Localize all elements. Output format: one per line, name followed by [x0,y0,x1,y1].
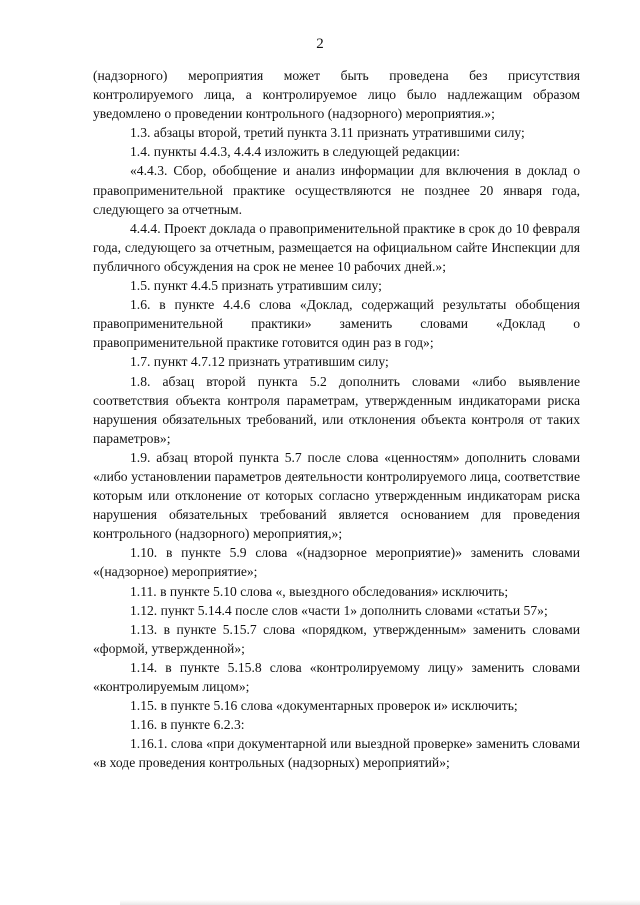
paragraph-4-4-4: 4.4.4. Проект доклада о правоприменительной практике в срок до 10 февраля года, следующего за отчетным, размещается на официальном сайте Инспекции для публичного обсуждения на срок не менее 10 рабочих дней.»; [93,220,580,274]
paragraph-1-9: 1.9. абзац второй пункта 5.7 после слова «ценностям» дополнить словами «либо установлении параметров деятельности контролируемого лица, соответствие которым или отклонение от которых согласно утвержденным индикаторам риска нарушения обязательных требований является основанием для проведения контрольного (надзорного) мероприятия,»; [93,449,580,542]
document-body [93,66,580,772]
paragraph-1-16: 1.16. в пункте 6.2.3: [130,717,245,733]
page-number: 2 [316,36,324,52]
paragraph-1-4: 1.4. пункты 4.4.3, 4.4.4 изложить в следующей редакции: [130,144,461,160]
paragraph-1-11: 1.11. в пункте 5.10 слова «, выездного обследования» исключить; [130,583,509,599]
paragraph-1-5: 1.5. пункт 4.4.5 признать утратившим силу; [130,278,382,294]
paragraph-1-8: 1.8. абзац второй пункта 5.2 дополнить словами «либо выявление соответствия объекта контроля параметрам, утвержденным индикаторами риска нарушения обязательных требований, или отклонения объекта контроля от таких параметров»; [93,373,580,446]
paragraph-1-14: 1.14. в пункте 5.15.8 слова «контролируемому лицу» заменить словами «контролируемым лицом»; [93,659,580,694]
paragraph-1-10: 1.10. в пункте 5.9 слова «(надзорное мероприятие)» заменить словами «(надзорное) мероприятие»; [93,545,580,580]
paragraph-4-4-3: «4.4.3. Сбор, обобщение и анализ информации для включения в доклад о правоприменительной практике осуществляются не позднее 20 января года, следующего за отчетным. [93,163,580,217]
paragraph-1-6: 1.6. в пункте 4.4.6 слова «Доклад, содержащий результаты обобщения правоприменительной практики» заменить словами «Доклад о правоприменительной практике готовится один раз в год»; [93,297,580,351]
paragraph-1-15: 1.15. в пункте 5.16 слова «документарных проверок и» исключить; [130,698,518,714]
paragraph-1-13: 1.13. в пункте 5.15.7 слова «порядком, утвержденным» заменить словами «формой, утвержденной»; [93,621,580,656]
paragraph-1-3: 1.3. абзацы второй, третий пункта 3.11 признать утратившими силу; [130,125,525,141]
paragraph-1-16-1: 1.16.1. слова «при документарной или выездной проверке» заменить словами «в ходе проведения контрольных (надзорных) мероприятий»; [93,736,580,771]
paragraph-1-7: 1.7. пункт 4.7.12 признать утратившим силу; [130,354,389,370]
paragraph-continuation: (надзорного) мероприятия может быть проведена без присутствия контролируемого лица, а контролируемое лицо было надлежащим образом уведомлено о проведении контрольного (надзорного) мероприятия.»; [93,68,580,122]
paragraph-1-12: 1.12. пункт 5.14.4 после слов «части 1» дополнить словами «статьи 57»; [130,602,548,618]
scan-edge [120,900,640,905]
